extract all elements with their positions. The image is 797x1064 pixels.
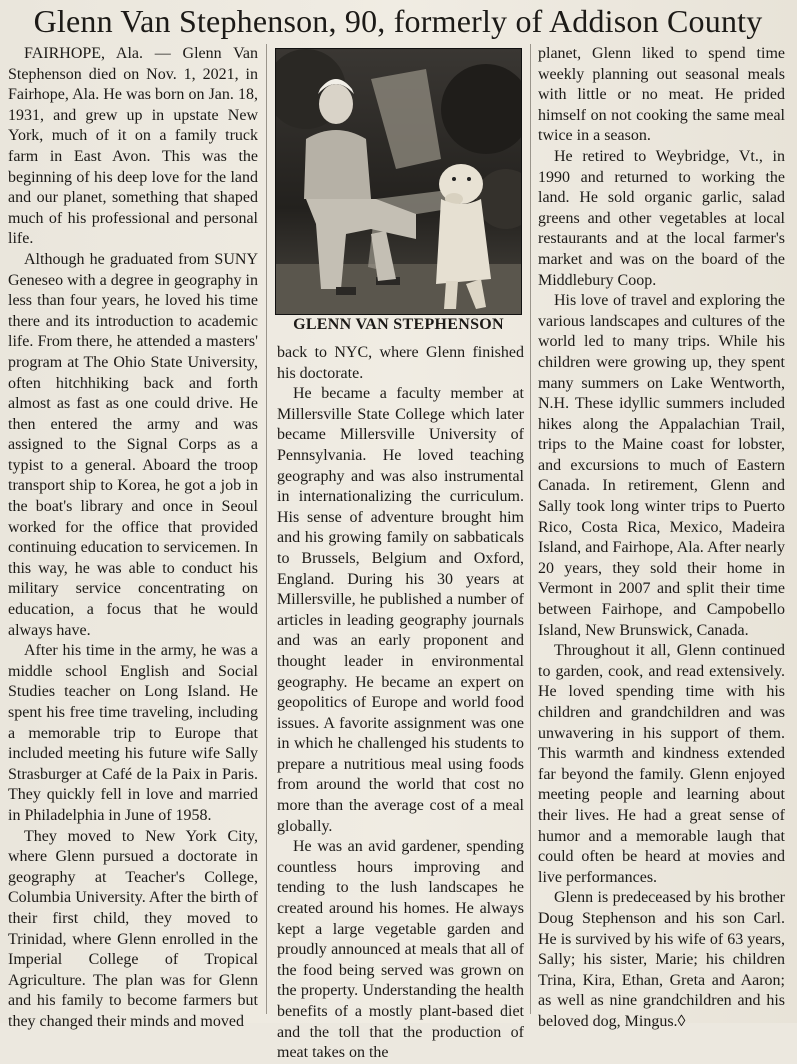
paragraph: planet, Glenn liked to spend time weekly planning out seasonal meals with little or no meat. He prided himself on not cooking the same meal twice in a season. — [538, 45, 785, 145]
paragraph: FAIRHOPE, Ala. — Glenn Van Stephenson died on Nov. 1, 2021, in Fairhope, Ala. He was born on Jan. 18, 1931, and grew up in upstate New York, much of it on a family truck farm in East Avon. This was the beginning of his deep love for the land and our planet, something that shaped much of his professional and personal life. — [8, 45, 258, 248]
paragraph: He was an avid gardener, spending countless hours improving and tending to the lush landscapes he created around his homes. He always kept a large vegetable garden and proudly announced at meals that all of the food being served was grown on the property. Understanding the health benefits of a mostly plant-based diet and the toll that the production of meat takes on the — [277, 838, 524, 1062]
portrait-photo-icon — [276, 49, 521, 314]
paragraph: Throughout it all, Glenn continued to garden, cook, and read extensively. He loved spending time with his children and grandchildren and was unwavering in his support of them. This warmth and kindness extended far beyond the family. Glenn enjoyed meeting people and learning about their lives. He had a great sense of humor and a memorable laugh that could often be heard at movies and live performances. — [538, 642, 785, 886]
paragraph: His love of travel and exploring the various landscapes and cultures of the world led to many trips. While his children were growing up, they spent many summers on Lake Wentworth, N.H. These idyllic summers included hikes along the Appalachian Trail, trips to the Maine coast for lobster, and excursions to much of Eastern Canada. In retirement, Glenn and Sally took long winter trips to Puerto Rico, Costa Rica, Mexico, Madeira Island, and Fairhope, Ala. After nearly 20 years, they sold their home in Vermont in 2007 and split their time between Fairhope, and Campobello Island, New Brunswick, Canada. — [538, 292, 785, 639]
article-headline: Glenn Van Stephenson, 90, formerly of Addison County — [33, 3, 763, 39]
column-divider — [530, 44, 531, 1014]
paragraph: He became a faculty member at Millersville State College which later became Millersville University of Pennsylvania. He loved teaching geography and was also instrumental in internationalizing the curriculum. His sense of adventure brought him and his growing family on sabbaticals to Brussels, Belgium and Oxford, England. During his 30 years at Millersville, he published a number of articles in leading geography journals and was an early proponent and thought leader in environmental geography. He became an expert on geopolitics of Europe and world food issues. A favorite assignment was one in which he challenged his students to prepare a nutritious meal using foods from around the world that cost no more than the average cost of a meal globally. — [277, 385, 524, 835]
paragraph: He retired to Weybridge, Vt., in 1990 and returned to working the land. He sold organic garlic, salad greens and other vegetables at local restaurants and at the local farmer's market and was on the board of the Middlebury Coop. — [538, 147, 785, 289]
portrait-photo — [275, 48, 522, 315]
paragraph: Although he graduated from SUNY Geneseo with a degree in geography in less than four years, he loved his time there and its introduction to academic life. From there, he attended a masters' program at The Ohio State University, often hitchhiking back and forth almost as fast as one could drive. He then entered the army and was assigned to the Signal Corps as a typist to a general. Aboard the troop transport ship to Korea, he got a job in the boat's library and once in Seoul worked for the office that provided continuing education to servicemen. In this way, he was able to conduct his military service concentrating on education, a focus that he would always have. — [8, 250, 258, 639]
paragraph: After his time in the army, he was a middle school English and Social Studies teacher on Long Island. He spent his free time traveling, including a memorable trip to Europe that included meeting his future wife Sally Strasburger at Café de la Paix in Paris. They quickly fell in love and married in Philadelphia in June of 1958. — [8, 642, 258, 824]
paragraph: They moved to New York City, where Glenn pursued a doctorate in geography at Teacher's College, Columbia University. After the birth of their first child, they moved to Trinidad, where Glenn enrolled in the Imperial College of Tropical Agriculture. The plan was for Glenn and his family to become farmers but they changed their minds and moved — [8, 827, 258, 1030]
article-column-3 — [538, 44, 785, 1033]
photo-caption: GLENN VAN STEPHENSON — [293, 316, 504, 333]
paragraph: back to NYC, where Glenn finished his doctorate. — [277, 344, 524, 382]
column-divider — [266, 44, 267, 1014]
article-column-1 — [8, 44, 258, 1033]
paragraph: Glenn is predeceased by his brother Doug Stephenson and his son Carl. He is survived by his wife of 63 years, Sally; his sister, Marie; his children Trina, Kira, Ethan, Greta and Aaron; as well as nine grandchildren and his beloved dog, Mingus.◊ — [538, 889, 785, 1030]
article-column-2 — [277, 343, 524, 1064]
